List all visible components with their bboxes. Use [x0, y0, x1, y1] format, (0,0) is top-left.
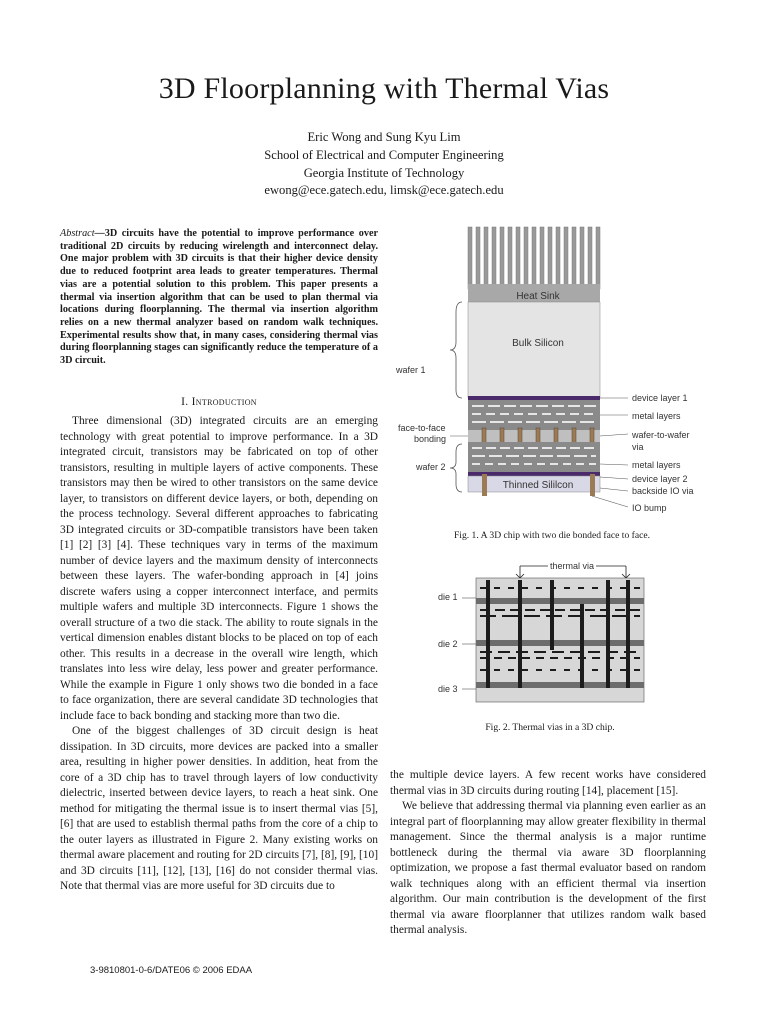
metal-layers-1-label: metal layers — [632, 411, 681, 421]
die2-device — [476, 640, 644, 646]
die3-label: die 3 — [438, 684, 458, 694]
bonding-layer — [468, 430, 600, 442]
f2f-label-2: bonding — [414, 434, 447, 444]
device-layer-2 — [468, 472, 600, 476]
figure-1-caption: Fig. 1. A 3D chip with two die bonded face to face. — [453, 530, 651, 541]
device-layer-1-label: device layer 1 — [632, 393, 688, 403]
section-heading: I. Introduction — [181, 395, 257, 408]
paragraph: the multiple device layers. A few recent works have considered thermal vias in 3D circuits during routing [14], placement [15]. — [390, 769, 706, 797]
footer: 3-9810801-0-6/DATE06 © 2006 EDAA — [90, 965, 253, 976]
die-label-lines — [462, 598, 476, 689]
die3-device — [476, 682, 644, 688]
figure-1 — [392, 222, 712, 522]
bulk-silicon — [468, 302, 600, 398]
abstract — [60, 228, 378, 368]
figure-2 — [430, 558, 670, 708]
wafer1-label: wafer 1 — [396, 365, 426, 375]
paper-title: 3D Floorplanning with Thermal Vias — [158, 72, 610, 105]
paragraph: We believe that addressing thermal via planning even earlier as an integral part of floorplanning may allow greater flexibility in thermal management. Since the thermal analysis is a major runtime bottleneck during the thermal via aware 3D floorplanning optimization, we propose a fast thermal evaluator based on random walk techniques along with an efficient thermal via insertion algorithm. Our main contribution is the development of the first thermal via aware floorplanner that utilizes random walk based thermal analysis. — [390, 800, 706, 936]
heat-sink-label: Heat Sink — [516, 291, 560, 302]
abstract-text: —3D circuits have the potential to improve performance over traditional 2D circuits by reducing wirelength and interconnect delay. One major problem with 3D circuits is that their higher device density due to reduced footprint area leads to greater temperatures. Thermal vias are a potential solution to this problem. This paper presents a thermal via insertion algorithm that can be used to plan thermal via locations during floorplanning. The thermal via insertion algorithm relies on a new thermal analyzer based on random walk techniques. Experimental results show that, in many cases, considering thermal vias during floorplanning stages can significantly reduce the temperature of a 3D circuit. — [60, 228, 378, 367]
w2w-label-2: via — [632, 442, 644, 452]
die2-label: die 2 — [438, 639, 458, 649]
left-column — [60, 414, 378, 895]
author-institute: Georgia Institute of Technology — [303, 166, 465, 180]
paragraph: Three dimensional (3D) integrated circuits are an emerging technology with great potential to improve performance. In a 3D integrated circuit, transistors may be fabricated on top of other transistors, resulting in multiple layers of active components. These transistors may then be wired to other transistors on the same device layer, to transistors on different device layers, or both, depending on the process technology. Several different approaches to fabricating 3D integrated circuits or 3D-compatible transistors have been taken [1] [2] [3] [4]. These techniques vary in terms of the maximum number of device layers and the maximum density of interconnects between these layers. The wafer-bonding approach in [4] joins discrete wafers using a copper interconnect interface, and permits multiple wafers and multiple 3D interconnects. Figure 1 shows the overall structure of a two die stack. The ability to route signals in the vertical dimension enables distant blocks to be placed on top of each other. This results in a decrease in the overall wire length, which translates into less wire delay, less power and greater performance. While the example in Figure 1 only shows two die bonded in a face to face organization, there are several candidate 3D technologies that include face to back bonding and stacking more than two die. — [60, 415, 378, 722]
die1-device — [476, 598, 644, 604]
io-bump-label: IO bump — [632, 503, 667, 513]
figure-2-caption: Fig. 2. Thermal vias in a 3D chip. — [485, 722, 615, 733]
wafer-braces — [450, 302, 462, 492]
device-layer-2-label: device layer 2 — [632, 474, 688, 484]
metal-layers-2-label: metal layers — [632, 460, 681, 470]
heat-sink-fins — [468, 227, 600, 289]
right-column — [390, 768, 706, 939]
bulk-silicon-label: Bulk Silicon — [512, 338, 564, 349]
author-emails[interactable]: ewong@ece.gatech.edu, limsk@ece.gatech.edu — [264, 183, 504, 197]
die1-label: die 1 — [438, 592, 458, 602]
thermal-via-label: thermal via — [549, 561, 595, 571]
backside-io-label: backside IO via — [632, 486, 694, 496]
paragraph: One of the biggest challenges of 3D circuit design is heat dissipation. In 3D circuits, more devices are packed into a smaller area, resulting in higher power densities. In addition, heat from the core of a 3D chip has to travel through layers of low conductivity dielectric, inserted between device layers, to reach a heat sink. One method for mitigating the thermal issue is to insert thermal vias [5], [6] that are used to establish thermal paths from the core of a chip to the outer layers as illustrated in Figure 2. Many existing works on thermal aware placement and routing for 2D circuits [7], [8], [9], [10] and 3D circuits [11], [12], [13], [16] do not consider thermal vias. Note that thermal vias are more useful for 3D circuits due to — [60, 725, 378, 892]
abstract-label: Abstract — [60, 228, 95, 239]
device-layer-1 — [468, 396, 600, 400]
author-school: School of Electrical and Computer Engineering — [264, 148, 504, 162]
thinned-silicon-label: Thinned Sililcon — [502, 480, 574, 491]
wafer2-label: wafer 2 — [416, 462, 446, 472]
w2w-label-1: wafer-to-wafer — [632, 430, 690, 440]
author-names: Eric Wong and Sung Kyu Lim — [307, 130, 461, 144]
f2f-label-1: face-to-face — [398, 423, 446, 433]
